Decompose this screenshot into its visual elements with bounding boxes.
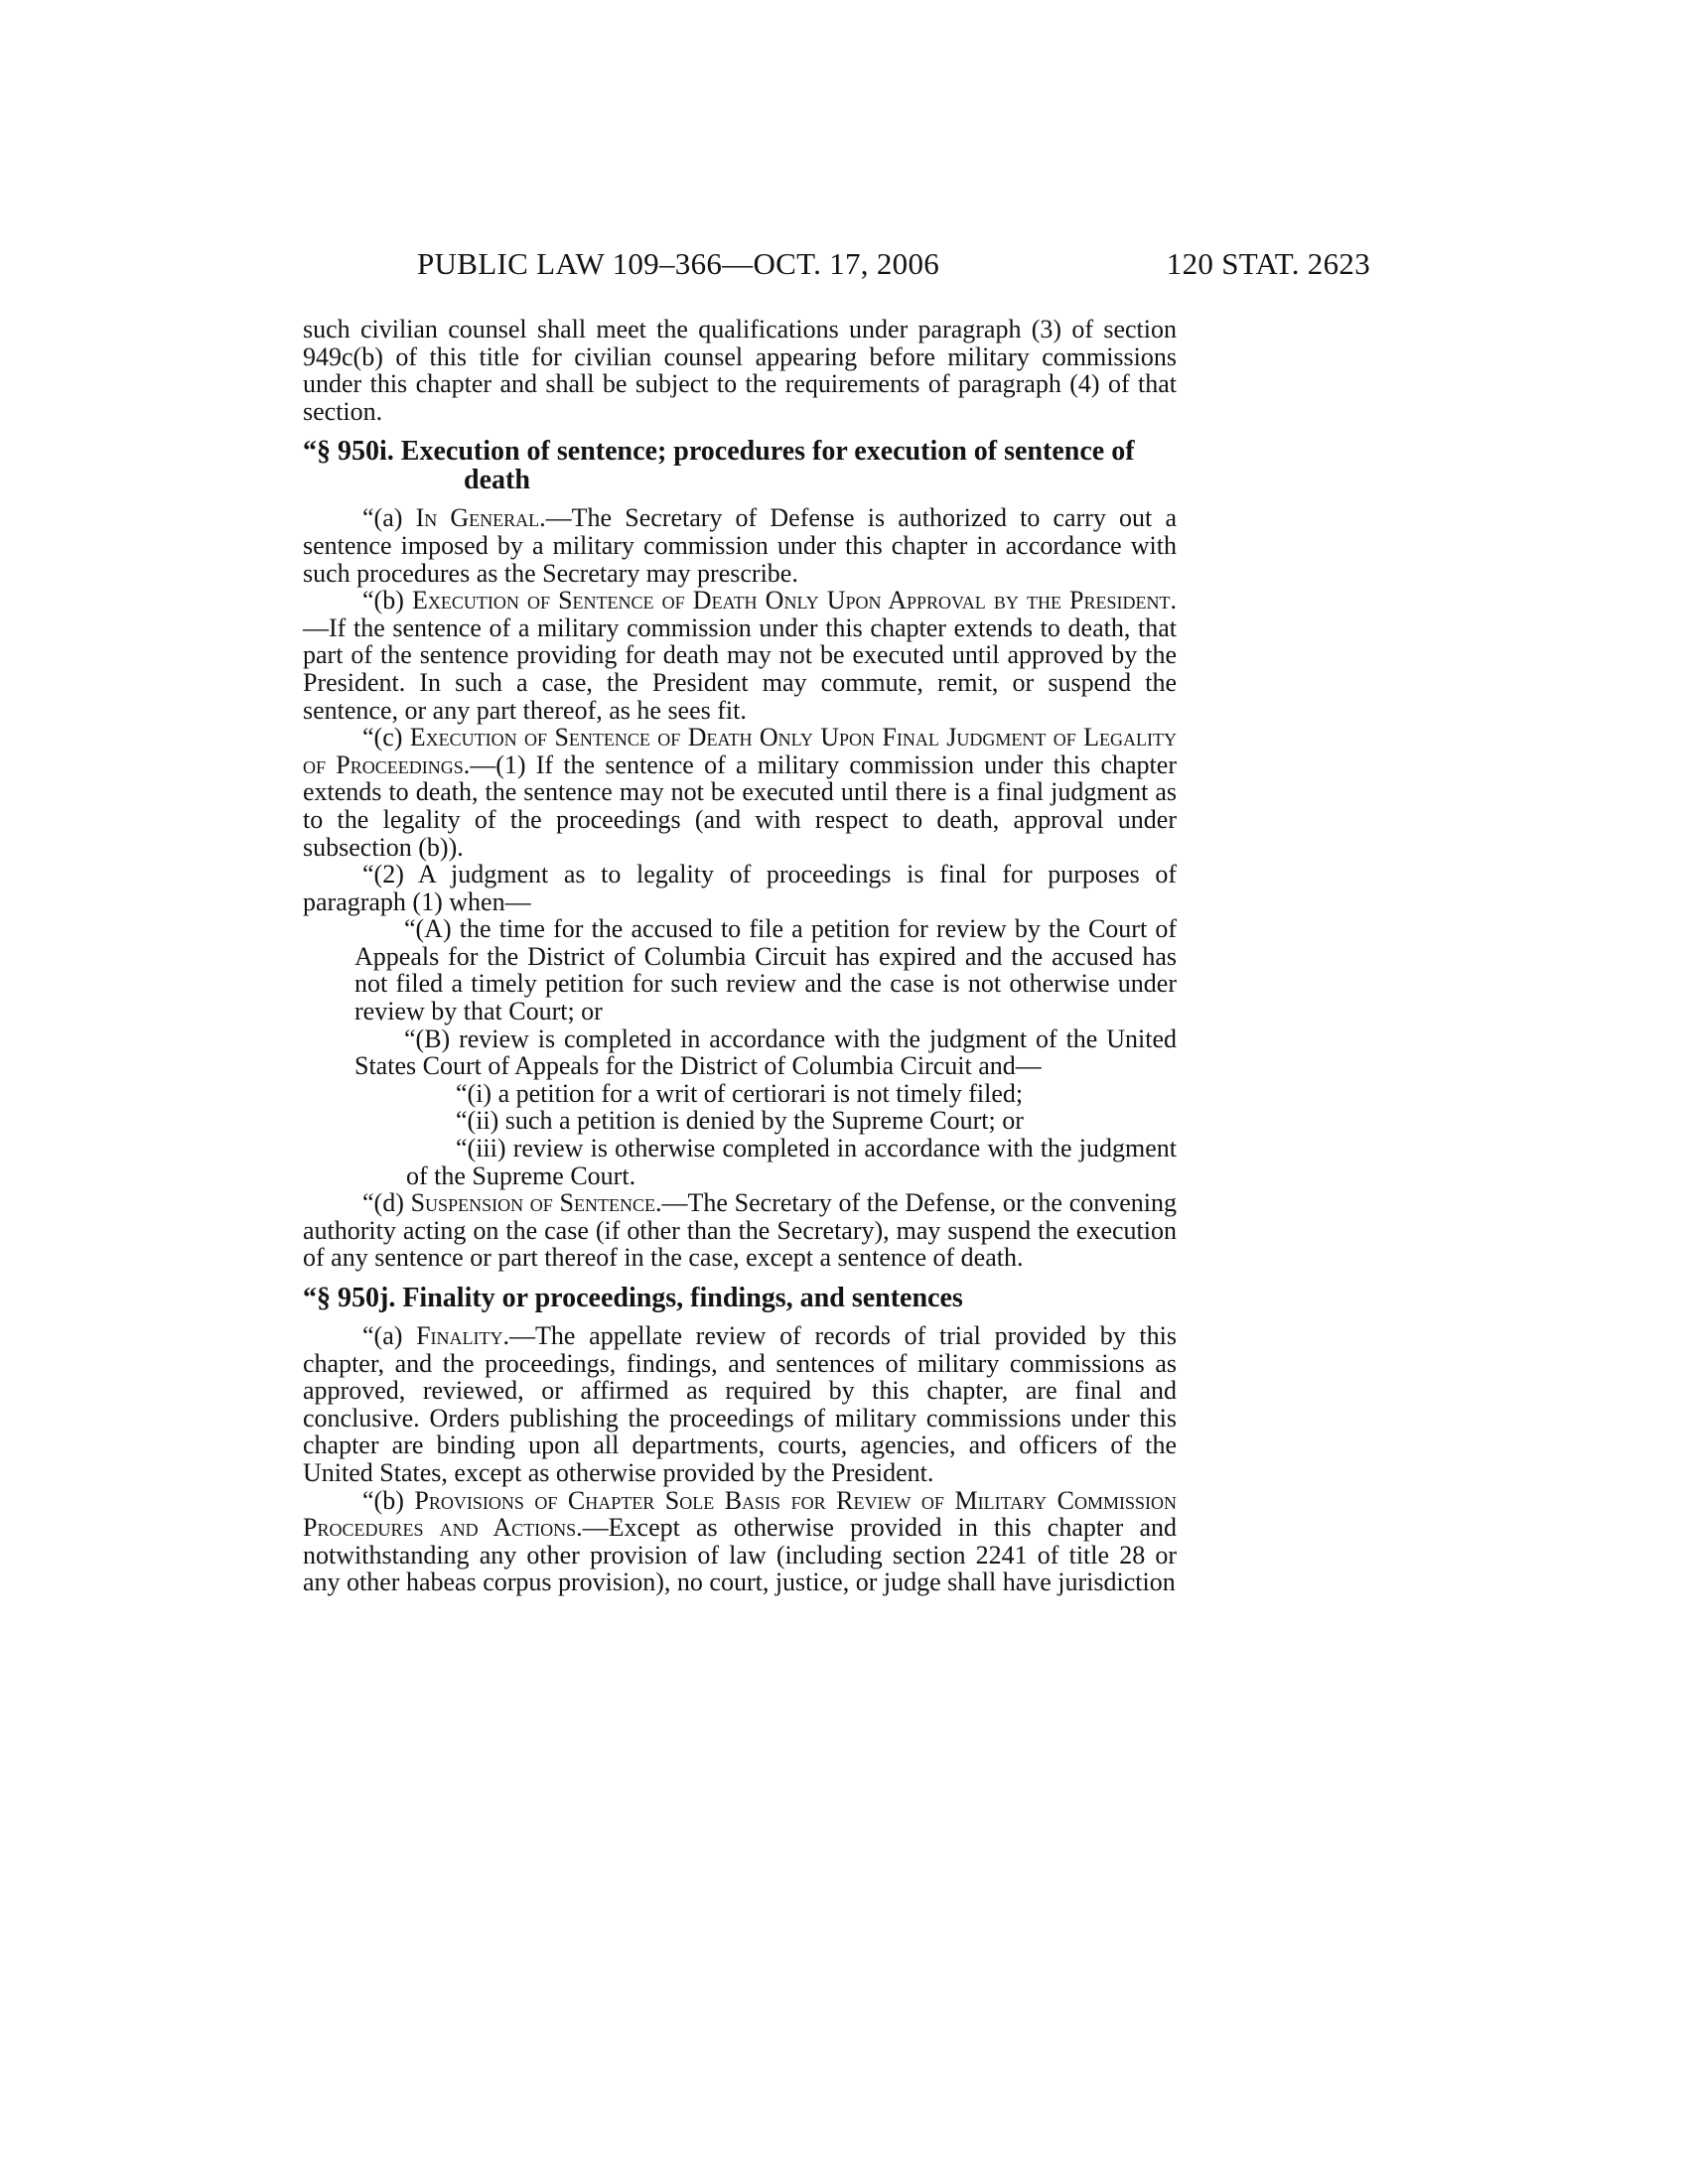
subparagraph-950i-c-2-B: “(B) review is completed in accordance with the judgment of the United States Court of Appeals for the District of Columbia Circuit and— xyxy=(354,1024,1177,1081)
subsection-950j-a: “(a) Finality.—The appellate review of records of trial provided by this chapter, and the proceedings, findings, and sentences of military commissions as approved, reviewed, or affirmed as required by this chapter, are final and conclusive. Orders publishing the proceedings of military commissions under this chapter are binding upon all departments, courts, agencies, and officers of the United States, except as otherwise provided by the President. xyxy=(303,1321,1177,1487)
subsection-950i-a: “(a) In General.—The Secretary of Defense is authorized to carry out a sentence imposed by a military commission under this chapter in accordance with such procedures as the Secretary may prescribe. xyxy=(303,503,1177,588)
subsection-heading: Execution of Sentence of Death Only Upon Final Judgment of Legality of Proceedings xyxy=(303,723,1177,779)
subsection-950j-b: “(b) Provisions of Chapter Sole Basis for Review of Military Commission Procedures and Actions.—Except as otherwise provided in this chapter and notwithstanding any other provision of law (including section 2241 of title 28 or any other habeas corpus provision), no court, justice, or judge shall have jurisdiction xyxy=(303,1485,1177,1597)
subsection-heading: Provisions of Chapter Sole Basis for Review of Military Commission Procedures and Actions xyxy=(303,1485,1177,1543)
section-title: Finality or proceedings, findings, and sentences xyxy=(402,1283,963,1313)
section-title: Execution of sentence; procedures for execution of sentence of death xyxy=(400,436,1135,496)
page-header xyxy=(417,246,1370,286)
subsection-heading: In General xyxy=(415,503,540,533)
paragraph-continuation: such civilian counsel shall meet the qualifications under paragraph (3) of section 949c(b) of this title for civilian counsel appearing before military commissions under this chapter and shall be subject to the requirements of paragraph (4) of that section. xyxy=(303,315,1177,426)
section-heading-950j xyxy=(303,1284,1177,1312)
clause-950i-c-2-B-ii: “(ii) such a petition is denied by the Supreme Court; or xyxy=(456,1106,1024,1136)
subsection-heading: Suspension of Sentence xyxy=(410,1188,655,1218)
clause-950i-c-2-B-iii: “(iii) review is otherwise completed in accordance with the judgment of the Supreme Court. xyxy=(406,1134,1177,1190)
stat-page-number: 120 STAT. 2623 xyxy=(1166,246,1370,281)
paragraph-950i-c-2: “(2) A judgment as to legality of proceedings is final for purposes of paragraph (1) when— xyxy=(303,860,1177,916)
document-body xyxy=(303,316,1177,1596)
running-title: PUBLIC LAW 109–366—OCT. 17, 2006 xyxy=(417,246,940,281)
subsection-950i-d: “(d) Suspension of Sentence.—The Secretary of the Defense, or the convening authority acting on the case (if other than the Secretary), may suspend the execution of any sentence or part thereof in the case, except a sentence of death. xyxy=(303,1188,1178,1273)
clause-950i-c-2-B-i: “(i) a petition for a writ of certiorari is not timely filed; xyxy=(456,1078,1024,1108)
section-number: “§ 950j. xyxy=(303,1283,396,1313)
subsection-heading: Finality xyxy=(416,1321,503,1350)
subparagraph-950i-c-2-A: “(A) the time for the accused to file a petition for review by the Court of Appeals for the District of Columbia Circuit has expired and the accused has not filed a timely petition for such review and the case is not otherwise under review by that Court; or xyxy=(354,914,1177,1026)
subsection-950i-b: “(b) Execution of Sentence of Death Only Upon Approval by the President.—If the sentence of a military commission under this chapter extends to death, that part of the sentence providing for death may not be executed until approved by the President. In such a case, the President may commute, remit, or suspend the sentence, or any part thereof, as he sees fit. xyxy=(303,586,1178,725)
subsection-heading: Execution of Sentence of Death Only Upon Approval by the President xyxy=(411,586,1171,615)
subsection-950i-c: “(c) Execution of Sentence of Death Only Upon Final Judgment of Legality of Proceedings.—(1) If the sentence of a military commission under this chapter extends to death, the sentence may not be executed until there is a final judgment as to the legality of the proceedings (and with respect to death, approval under subsection (b)). xyxy=(303,723,1177,862)
section-heading-950i xyxy=(303,437,1177,494)
section-number: “§ 950i. xyxy=(303,436,394,468)
